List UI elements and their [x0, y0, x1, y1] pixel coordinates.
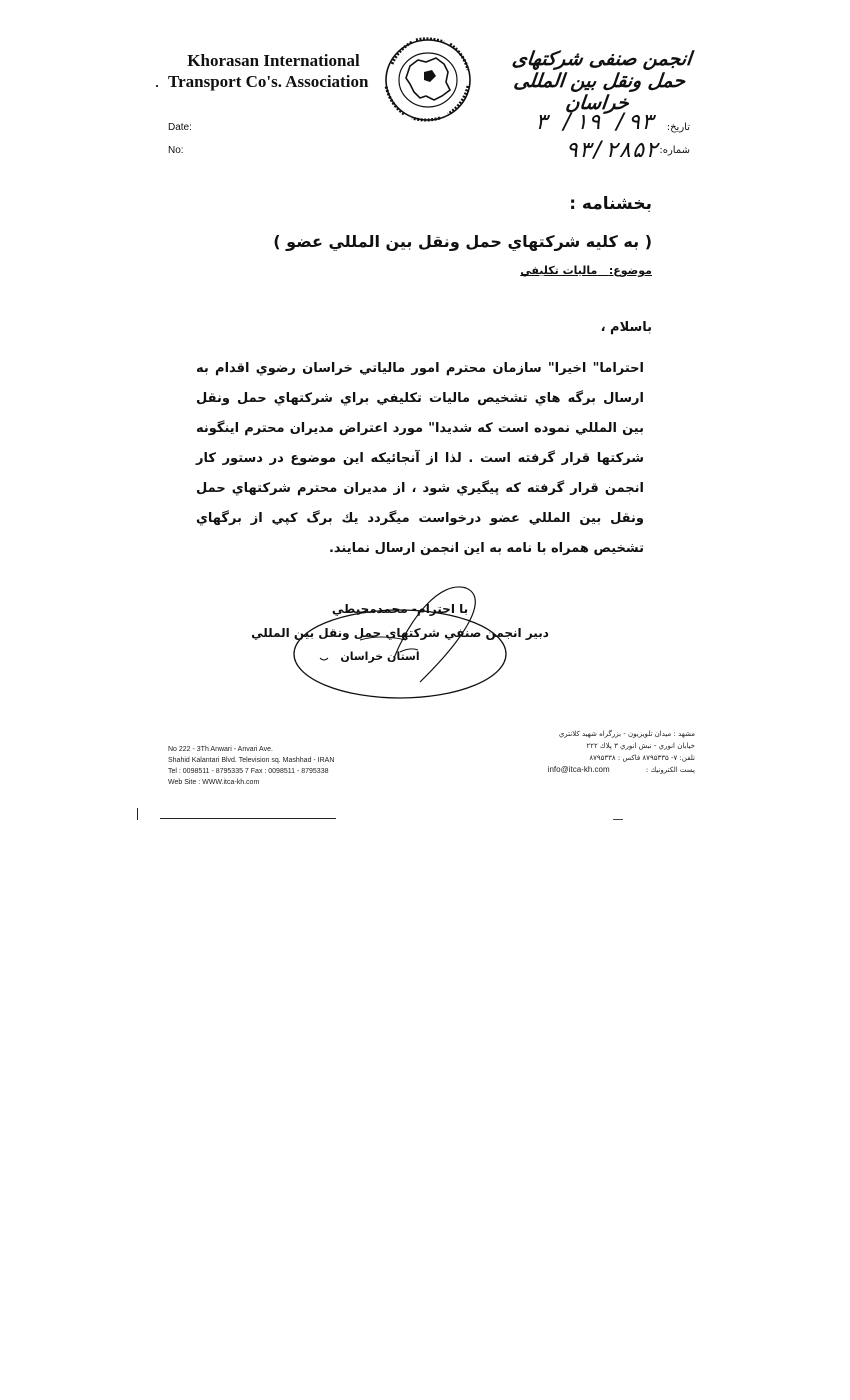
letter-body: احتراما" اخيرا" سازمان محترم امور مالياتي خراسان رضوي اقدام به ارسال برگه هاي تشخيص ماليات تكليفي براي شركتهاي حمل ونقل بين المللي نموده است كه شديدا" مورد اعتراض مديران محترم اينگونه شركتها قرار گرفته است . لذا از آنجائيكه اين موضوع در دستور كار انجمن قرار گرفته كه پيگيري شود ، از مديران محترم شركتهاي حمل ونقل بين المللي عضو درخواست ميگردد يك برگ كپي از برگهاي تشخيص همراه با نامه به اين انجمن ارسال نمايند. [196, 361, 644, 556]
margin-tick [137, 808, 138, 820]
footer-fa-line2: خيابان انوري - نبش انوري ۳ پلاك ۲۲۲ [586, 742, 695, 750]
subject-value: ماليات تكليفي [520, 264, 598, 277]
org-name-en-line2: Transport Co's. Association [168, 72, 369, 91]
date-label-en: Date: [168, 122, 192, 133]
scan-dash [613, 819, 623, 820]
date-label-fa: تاریخ: [666, 122, 690, 133]
org-name-fa: انجمن صنفی شرکتهای حمل ونقل بین المللی خراسان [510, 48, 693, 114]
scan-dot [156, 85, 158, 87]
footer-en-line2: Shahid Kalantari Blvd. Television sq. Mashhad - IRAN [168, 757, 335, 764]
footer-address-en [168, 744, 428, 788]
date-value: ۹۳/ ۱۹/ ۳ [534, 110, 654, 135]
org-name-en-line1: Khorasan International [187, 51, 360, 70]
footer-en-line1: No 222 - 3Th Anwari - Anvari Ave. [168, 746, 273, 753]
footer-en-line3: Tel : 0098511 - 8795335 7 Fax : 0098511 - 8795338 [168, 768, 329, 775]
footer-rule [160, 818, 336, 819]
org-name-en [168, 50, 373, 92]
number-value: ۹۳/۲۸۵۲ [565, 138, 658, 163]
number-label-fa: شماره: [659, 145, 690, 156]
footer-en-line4: Web Site : WWW.itca-kh.com [168, 779, 260, 786]
footer-fa-email-label: پست الكترونيك : [645, 766, 695, 774]
letter-subject [520, 264, 652, 277]
footer-address-fa [470, 728, 695, 776]
footer-email: info@itca-kh.com [547, 765, 610, 774]
letter-greeting: باسلام ، [600, 320, 652, 335]
signature-line-2: دبير انجمن صنفي شركتهاي حمل ونقل بين المللي [251, 626, 549, 640]
letter-heading: بخشنامه : [569, 194, 652, 214]
signature-line-3: استان خراسان [340, 650, 420, 663]
iran-map-seal-icon [380, 34, 480, 124]
footer-fa-line3: تلفن: ۷- ۸۷۹۵۳۳۵ فاكس : ۸۷۹۵۳۳۸ [589, 754, 695, 762]
number-label-en: No: [168, 145, 184, 156]
signature-line-1: با احترام- محمدمحيطي [331, 602, 469, 616]
stamp-signature-icon [290, 578, 520, 708]
footer-fa-line4 [470, 764, 695, 776]
letter-addressee: ( به كليه شركتهاي حمل ونقل بين المللي عضو ) [273, 232, 652, 251]
footer-fa-line1: مشهد : ميدان تلويزيون - بزرگراه شهيد كلانتري [558, 730, 695, 738]
subject-label: موضوع: [608, 264, 652, 277]
